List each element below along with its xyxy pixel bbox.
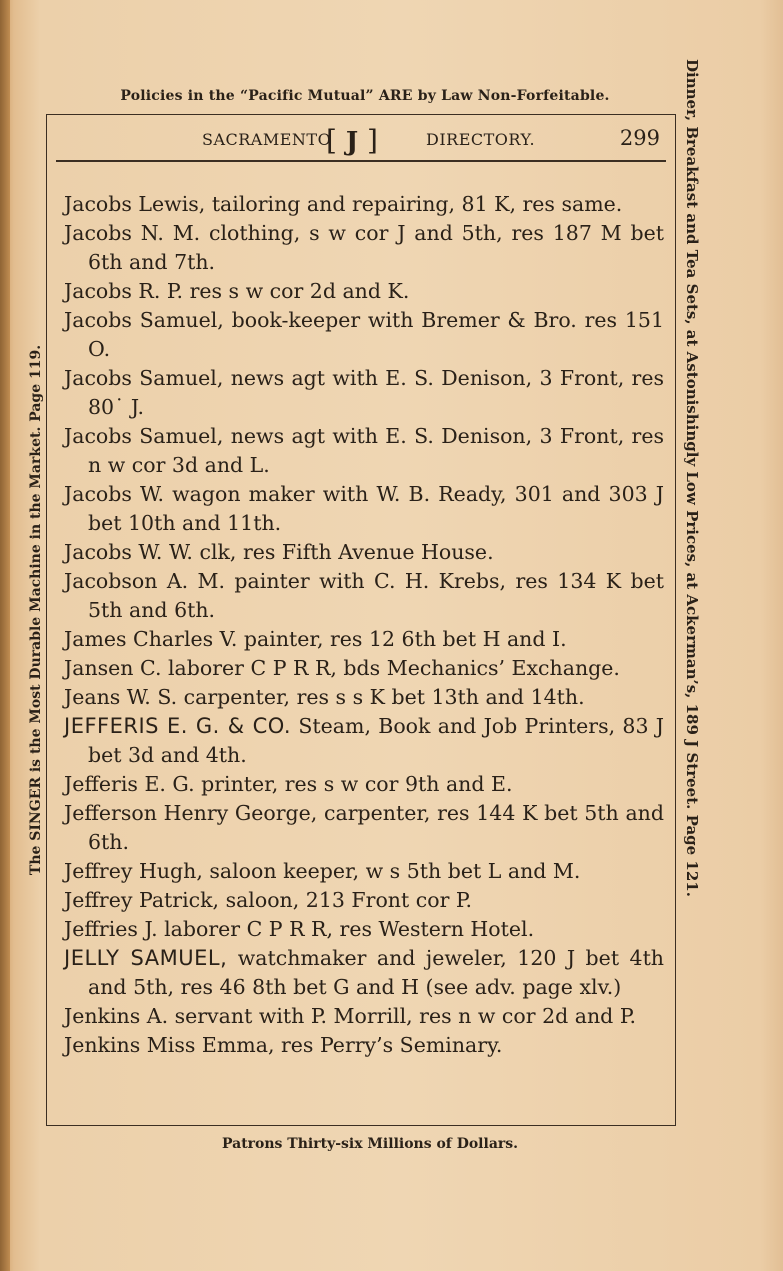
featured-entry-jefferis bbox=[64, 712, 664, 770]
list-item: Jacobs W. wagon maker with W. B. Ready, 301 and 303 J bet 10th and 11th. bbox=[64, 482, 664, 535]
page-number: 299 bbox=[619, 126, 660, 150]
left-side-advertisement: The SINGER is the Most Durable Machine in the Market. Page 119. bbox=[28, 344, 44, 876]
list-item: Jeffries J. laborer C P R R, res Western Hotel. bbox=[64, 917, 535, 941]
list-item: Jacobs Lewis, tailoring and repairing, 81 K, res same. bbox=[64, 192, 623, 216]
top-advertisement: Policies in the “Pacific Mutual” ARE by Law Non-Forfeitable. bbox=[120, 88, 610, 104]
directory-entries bbox=[64, 190, 664, 1060]
list-item: Jacobs W. W. clk, res Fifth Avenue House. bbox=[64, 540, 494, 564]
header-rule bbox=[56, 160, 666, 162]
list-item: Jeans W. S. carpenter, res s s K bet 13th and 14th. bbox=[64, 685, 585, 709]
header-city: SACRAMENTO bbox=[202, 130, 332, 149]
featured-name: JELLY SAMUEL, bbox=[64, 946, 228, 970]
featured-details: watchmaker and jeweler, 120 J bet 4th and 5th, res 46 8th bet G and H (see adv. page xlv.) bbox=[88, 946, 665, 999]
list-item: Jansen C. laborer C P R R, bds Mechanics’ Exchange. bbox=[64, 656, 620, 680]
list-item: Jenkins A. servant with P. Morrill, res n w cor 2d and P. bbox=[64, 1004, 636, 1028]
list-item: Jacobs Samuel, book-keeper with Bremer & Bro. res 151 O. bbox=[64, 308, 664, 361]
header-letter: [ J ] bbox=[326, 124, 378, 157]
list-item: Jacobs N. M. clothing, s w cor J and 5th, res 187 M bet 6th and 7th. bbox=[64, 221, 664, 274]
list-item: Jefferson Henry George, carpenter, res 144 K bet 5th and 6th. bbox=[64, 801, 664, 854]
list-item: Jacobson A. M. painter with C. H. Krebs, res 134 K bet 5th and 6th. bbox=[64, 569, 664, 622]
header-letter-value: J bbox=[345, 127, 359, 157]
header-directory: DIRECTORY. bbox=[426, 130, 536, 149]
list-item: Jenkins Miss Emma, res Perry’s Seminary. bbox=[64, 1033, 503, 1057]
list-item: Jeffrey Hugh, saloon keeper, w s 5th bet L and M. bbox=[64, 859, 581, 883]
list-item: Jeffrey Patrick, saloon, 213 Front cor P. bbox=[64, 888, 473, 912]
list-item: Jacobs Samuel, news agt with E. S. Denison, 3 Front, res n w cor 3d and L. bbox=[64, 424, 664, 477]
right-side-advertisement: Dinner, Breakfast and Tea Sets, at Astonishingly Low Prices, at Ackerman’s, 189 J Street. Page 121. bbox=[683, 59, 701, 897]
page-header bbox=[56, 124, 666, 160]
list-item: Jacobs Samuel, news agt with E. S. Denison, 3 Front, res 80˙ J. bbox=[64, 366, 664, 419]
featured-details: Steam, Book and Job Printers, 83 J bet 3d and 4th. bbox=[88, 714, 664, 767]
featured-name: JEFFERIS E. G. & CO. bbox=[64, 714, 292, 738]
list-item: Jefferis E. G. printer, res s w cor 9th and E. bbox=[64, 772, 513, 796]
list-item: Jacobs R. P. res s w cor 2d and K. bbox=[64, 279, 410, 303]
list-item: James Charles V. painter, res 12 6th bet H and I. bbox=[64, 627, 567, 651]
featured-entry-jelly bbox=[64, 944, 664, 1002]
bottom-advertisement: Patrons Thirty-six Millions of Dollars. bbox=[221, 1136, 519, 1152]
book-spine-edge bbox=[0, 0, 10, 1271]
